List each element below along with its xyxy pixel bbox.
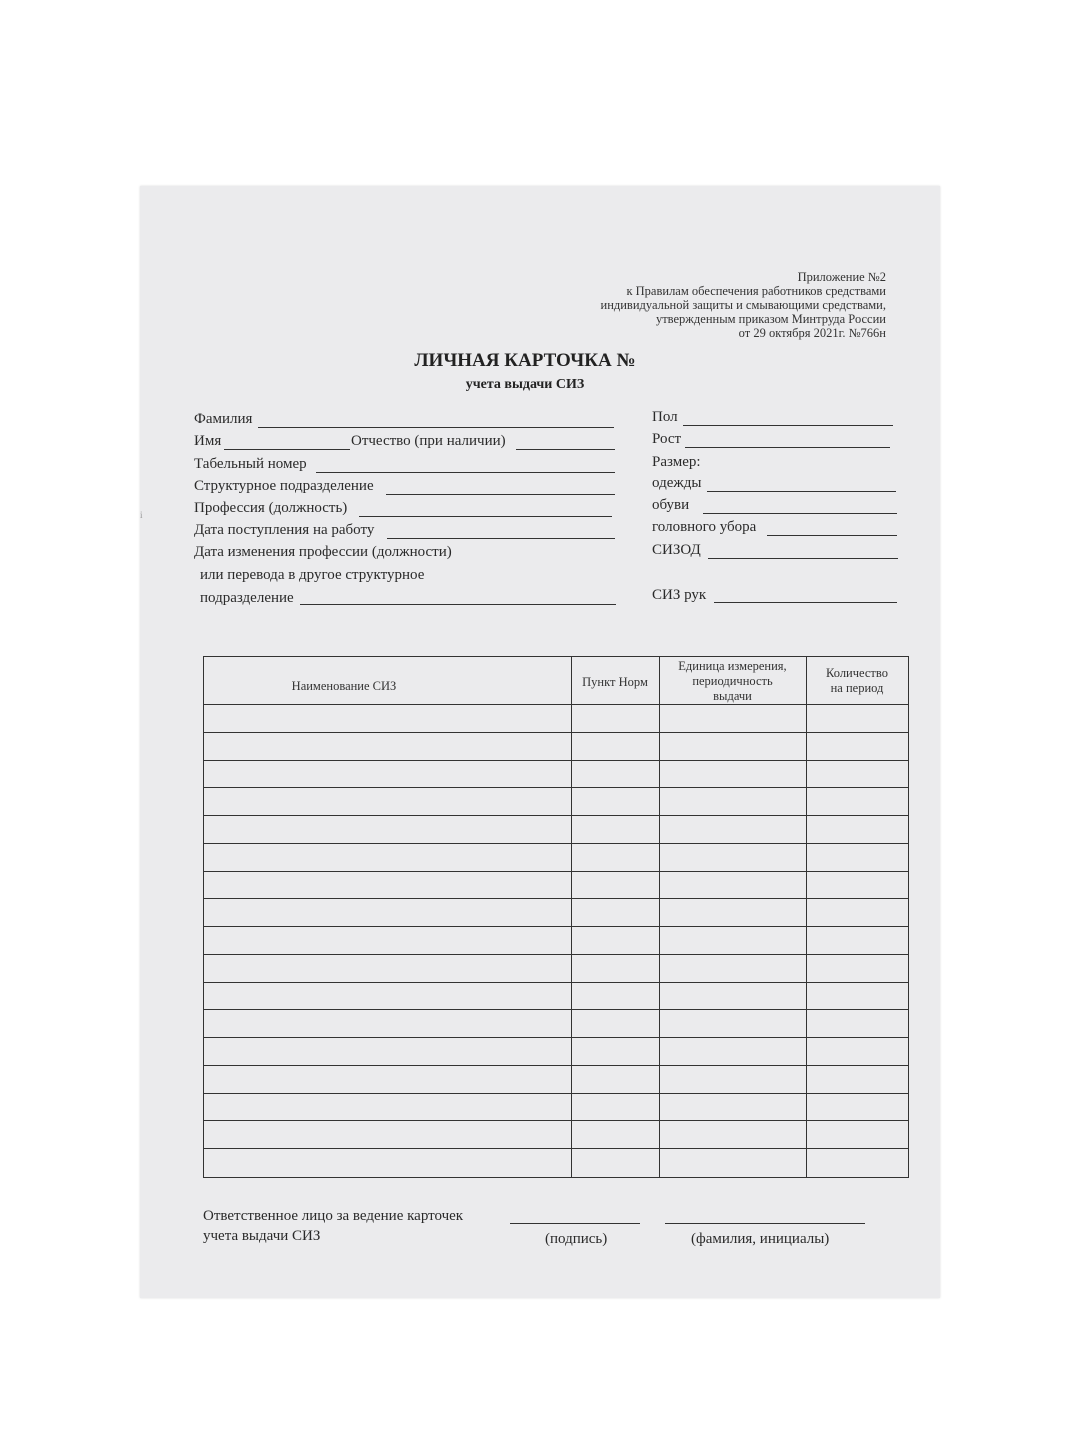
size-label: Размер: [652,454,701,470]
table-row-divider [204,1065,908,1066]
appendix-line: индивидуальной защиты и смывающими средствами, [600,298,886,312]
department-field[interactable] [386,494,615,495]
responsible-person-label: Ответственное лицо за ведение карточек [203,1208,464,1224]
change-date-field[interactable] [300,604,616,605]
sex-field[interactable] [683,425,893,426]
column-divider [659,657,660,1177]
full-name-field[interactable] [665,1223,865,1224]
respiratory-size-field[interactable] [708,558,898,559]
name-field[interactable] [224,449,350,450]
card-title: ЛИЧНАЯ КАРТОЧКА № [414,350,636,371]
header-quantity-line: на период [830,681,884,695]
header-divider [204,704,908,705]
headwear-size-field[interactable] [767,535,897,536]
table-row-divider [204,787,908,788]
name-label: Имя [194,433,222,449]
signature-field[interactable] [510,1223,640,1224]
table-row-divider [204,954,908,955]
personnel-number-field[interactable] [316,472,615,473]
headwear-size-label: головного убора [652,519,757,535]
table-row-divider [204,1009,908,1010]
surname-label: Фамилия [194,411,253,427]
change-date-label: Дата изменения профессии (должности) [194,544,452,560]
table-row-divider [204,898,908,899]
hire-date-field[interactable] [387,538,615,539]
header-unit-line: выдачи [713,689,752,703]
full-name-caption: (фамилия, инициалы) [691,1231,830,1247]
header-quantity [806,666,908,696]
height-field[interactable] [685,447,890,448]
hire-date-label: Дата поступления на работу [194,522,375,538]
patronymic-label: Отчество (при наличии) [351,433,506,449]
surname-field[interactable] [258,427,614,428]
table-row-divider [204,1093,908,1094]
header-quantity-line: Количество [826,666,888,680]
table-row-divider [204,843,908,844]
profession-field[interactable] [359,516,612,517]
table-row-divider [204,760,908,761]
column-divider [806,657,807,1177]
form-sheet [140,186,940,1298]
shoe-size-field[interactable] [703,513,897,514]
header-unit-periodicity [659,659,806,704]
siz-issuance-table [203,656,909,1178]
clothing-size-field[interactable] [707,491,896,492]
respiratory-size-label: СИЗОД [652,542,701,558]
table-row-divider [204,926,908,927]
profession-label: Профессия (должность) [194,500,348,516]
appendix-line: утвержденным приказом Минтруда России [655,312,886,326]
clothing-size-label: одежды [652,475,702,491]
height-label: Рост [652,431,682,447]
shoe-size-label: обуви [652,497,690,513]
header-unit-line: Единица измерения, [678,659,787,673]
table-row-divider [204,1037,908,1038]
header-unit-line: периодичность [692,674,773,688]
hand-protection-size-label: СИЗ рук [652,587,707,603]
patronymic-field[interactable] [516,449,615,450]
change-date-label-end: подразделение [200,590,294,606]
appendix-line: от 29 октября 2021г. №766н [738,326,886,340]
department-label: Структурное подразделение [194,478,374,494]
table-row-divider [204,871,908,872]
table-row-divider [204,732,908,733]
responsible-person-label-cont: учета выдачи СИЗ [203,1228,321,1244]
table-row-divider [204,982,908,983]
personnel-number-label: Табельный номер [194,456,307,472]
table-row-divider [204,1148,908,1149]
appendix-note [601,270,887,340]
table-row-divider [204,815,908,816]
column-divider [571,657,572,1177]
signature-caption: (подпись) [545,1231,608,1247]
table-row-divider [204,1120,908,1121]
appendix-line: к Правилам обеспечения работников средствами [626,284,886,298]
card-subtitle: учета выдачи СИЗ [465,377,585,392]
stray-mark: і [140,510,143,520]
hand-protection-size-field[interactable] [714,602,897,603]
header-siz-name: Наименование СИЗ [291,679,397,693]
header-norm-clause: Пункт Норм [582,675,648,689]
change-date-label-cont: или перевода в другое структурное [200,567,425,583]
sex-label: Пол [652,409,678,425]
appendix-line: Приложение №2 [797,270,886,284]
